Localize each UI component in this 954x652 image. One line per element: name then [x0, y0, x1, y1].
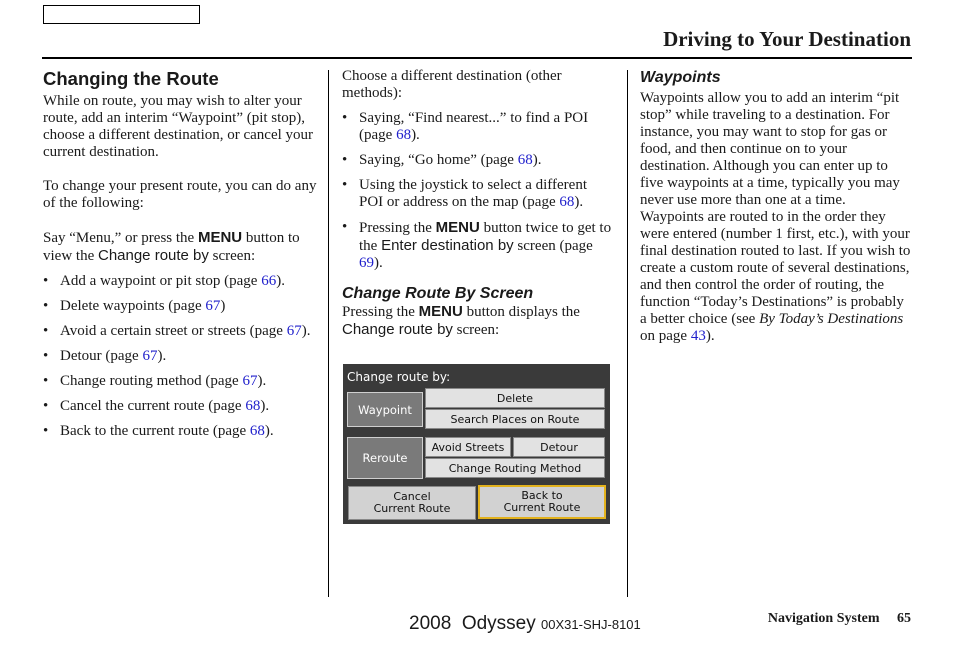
list-item: • Delete waypoints (page 67): [43, 298, 318, 315]
list-item: • Detour (page 67).: [43, 348, 318, 365]
page-link[interactable]: 43: [690, 328, 706, 344]
page-link[interactable]: 67: [142, 348, 158, 364]
column-1: [43, 68, 318, 440]
column-2: [342, 68, 614, 339]
list-item: • Add a waypoint or pit stop (page 66).: [43, 273, 318, 290]
header-tab-box: [43, 5, 200, 24]
list-item: • Saying, “Find nearest...” to find a POI (page 68).: [342, 110, 614, 144]
cancel-route-button[interactable]: Cancel Current Route: [348, 486, 476, 520]
screen-name: Change route by: [97, 247, 209, 264]
column-divider-2: [627, 70, 628, 597]
menu-paragraph: Say “Menu,” or press the MENU button to view the Change route by screen:: [43, 229, 300, 264]
change-route-screen: [343, 364, 610, 524]
page-link[interactable]: 68: [396, 127, 412, 143]
page-link[interactable]: 66: [261, 273, 277, 289]
menu-button-name: MENU: [197, 229, 243, 246]
destination-methods-list: [342, 110, 614, 272]
change-routing-method-button[interactable]: Change Routing Method: [425, 458, 605, 478]
list-item: • Back to the current route (page 68).: [43, 423, 318, 440]
section-heading-waypoints: Waypoints: [640, 69, 721, 86]
intro-paragraph: While on route, you may wish to alter your route, add an interim “Waypoint” (pit stop), choose a different destination, or cancel your current destination.: [43, 93, 314, 160]
list-item: • Using the joystick to select a different POI or address on the map (page 68).: [342, 177, 614, 211]
footer-model: 2008 Odyssey 00X31-SHJ-8101: [409, 613, 641, 634]
footer-code: 00X31-SHJ-8101: [541, 617, 641, 632]
options-paragraph: To change your present route, you can do any of the following:: [43, 178, 317, 211]
list-item: • Cancel the current route (page 68).: [43, 398, 318, 415]
header-divider: [42, 57, 912, 59]
page-title: Driving to Your Destination: [663, 27, 911, 51]
search-places-button[interactable]: Search Places on Route: [425, 409, 605, 429]
screen-paragraph: Pressing the MENU button displays the Change route by screen:: [342, 303, 580, 338]
page-link[interactable]: 68: [249, 423, 265, 439]
page-number: 65: [897, 611, 911, 626]
section-heading-changing-route: Changing the Route: [43, 68, 219, 89]
detour-button[interactable]: Detour: [513, 437, 605, 457]
list-item: • Change routing method (page 67).: [43, 373, 318, 390]
screen-title: Change route by:: [347, 370, 451, 384]
avoid-streets-button[interactable]: Avoid Streets: [425, 437, 511, 457]
page-link[interactable]: 67: [205, 298, 221, 314]
column-3: [640, 68, 912, 345]
page-link[interactable]: 68: [559, 194, 575, 210]
other-methods-paragraph: Choose a different destination (other methods):: [342, 68, 562, 101]
page-link[interactable]: 67: [286, 323, 302, 339]
page-link[interactable]: 69: [359, 255, 374, 271]
list-item: • Pressing the MENU button twice to get to the Enter destination by screen (page 69).: [342, 219, 614, 272]
delete-button[interactable]: Delete: [425, 388, 605, 408]
section-heading-change-route-screen: Change Route By Screen: [342, 285, 534, 302]
page-link[interactable]: 67: [242, 373, 258, 389]
reroute-label: Reroute: [347, 437, 423, 479]
waypoint-label: Waypoint: [347, 392, 423, 427]
list-item: • Saying, “Go home” (page 68).: [342, 152, 614, 169]
page-link[interactable]: 68: [517, 152, 533, 168]
list-item: • Avoid a certain street or streets (page 67).: [43, 323, 318, 340]
column-divider-1: [328, 70, 329, 597]
route-options-list: [43, 273, 318, 440]
cross-reference: By Today’s Destinations: [759, 311, 904, 327]
footer-section: Navigation System 65: [767, 611, 911, 626]
waypoints-paragraph: Waypoints allow you to add an interim “pit stop” while traveling to a destination. For instance, you may want to stop for gas or food, and then continue on to your destination. Although you can enter up to five waypoints at a time, typically you may never use more than one at a time. Waypoints are routed to in the order they were entered (number 1 first, etc.), with your final destination routed to last. If you wish to create a custom route of several destinations, and then control the order of routing, the function “Today’s Destinations” is probably a better choice (see By Today’s Destinations on page 43).: [640, 90, 911, 344]
back-to-route-button[interactable]: Back to Current Route: [478, 485, 606, 519]
page-link[interactable]: 68: [245, 398, 261, 414]
